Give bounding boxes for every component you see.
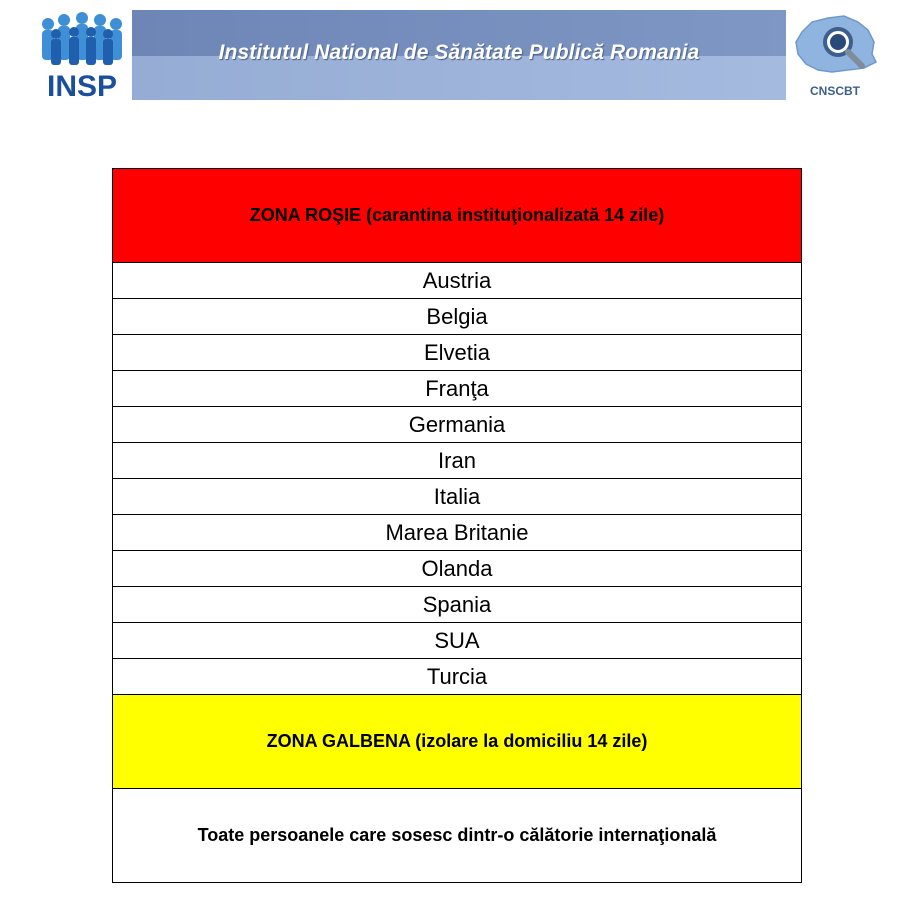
romania-map-magnifier-icon — [788, 10, 882, 84]
red-zone-label: ZONA ROŞIE (carantina instituţionalizată 14 zile) — [113, 169, 802, 263]
table-row — [113, 299, 802, 335]
table-row — [113, 335, 802, 371]
country-cell: Austria — [113, 263, 802, 299]
yellow-zone-note: Toate persoanele care sosesc dintr-o călătorie internaţională — [113, 789, 802, 883]
country-cell: Elvetia — [113, 335, 802, 371]
people-group-icon — [34, 10, 130, 100]
title-banner — [132, 10, 786, 100]
table-row — [113, 551, 802, 587]
table-row — [113, 263, 802, 299]
insp-logo — [34, 10, 130, 100]
table-row — [113, 371, 802, 407]
country-cell: Olanda — [113, 551, 802, 587]
country-cell: Italia — [113, 479, 802, 515]
country-cell: Belgia — [113, 299, 802, 335]
cnscbt-logo — [788, 10, 882, 102]
country-cell: Spania — [113, 587, 802, 623]
zones-table — [112, 168, 802, 883]
table-row — [113, 587, 802, 623]
institute-title: Institutul National de Sănătate Publică Romania — [218, 41, 700, 64]
table-row — [113, 443, 802, 479]
table-row — [113, 479, 802, 515]
table-row — [113, 407, 802, 443]
yellow-zone-label: ZONA GALBENA (izolare la domiciliu 14 zile) — [113, 695, 802, 789]
red-zone-header-row — [113, 169, 802, 263]
yellow-zone-header-row — [113, 695, 802, 789]
table-row — [113, 515, 802, 551]
country-cell: Germania — [113, 407, 802, 443]
table-row — [113, 623, 802, 659]
country-cell: Franţa — [113, 371, 802, 407]
country-cell: Turcia — [113, 659, 802, 695]
country-cell: Marea Britanie — [113, 515, 802, 551]
table-row — [113, 659, 802, 695]
svg-text:INSP: INSP — [46, 70, 118, 100]
country-cell: SUA — [113, 623, 802, 659]
yellow-zone-note-row — [113, 789, 802, 883]
cnscbt-label: CNSCBT — [810, 84, 860, 98]
country-cell: Iran — [113, 443, 802, 479]
